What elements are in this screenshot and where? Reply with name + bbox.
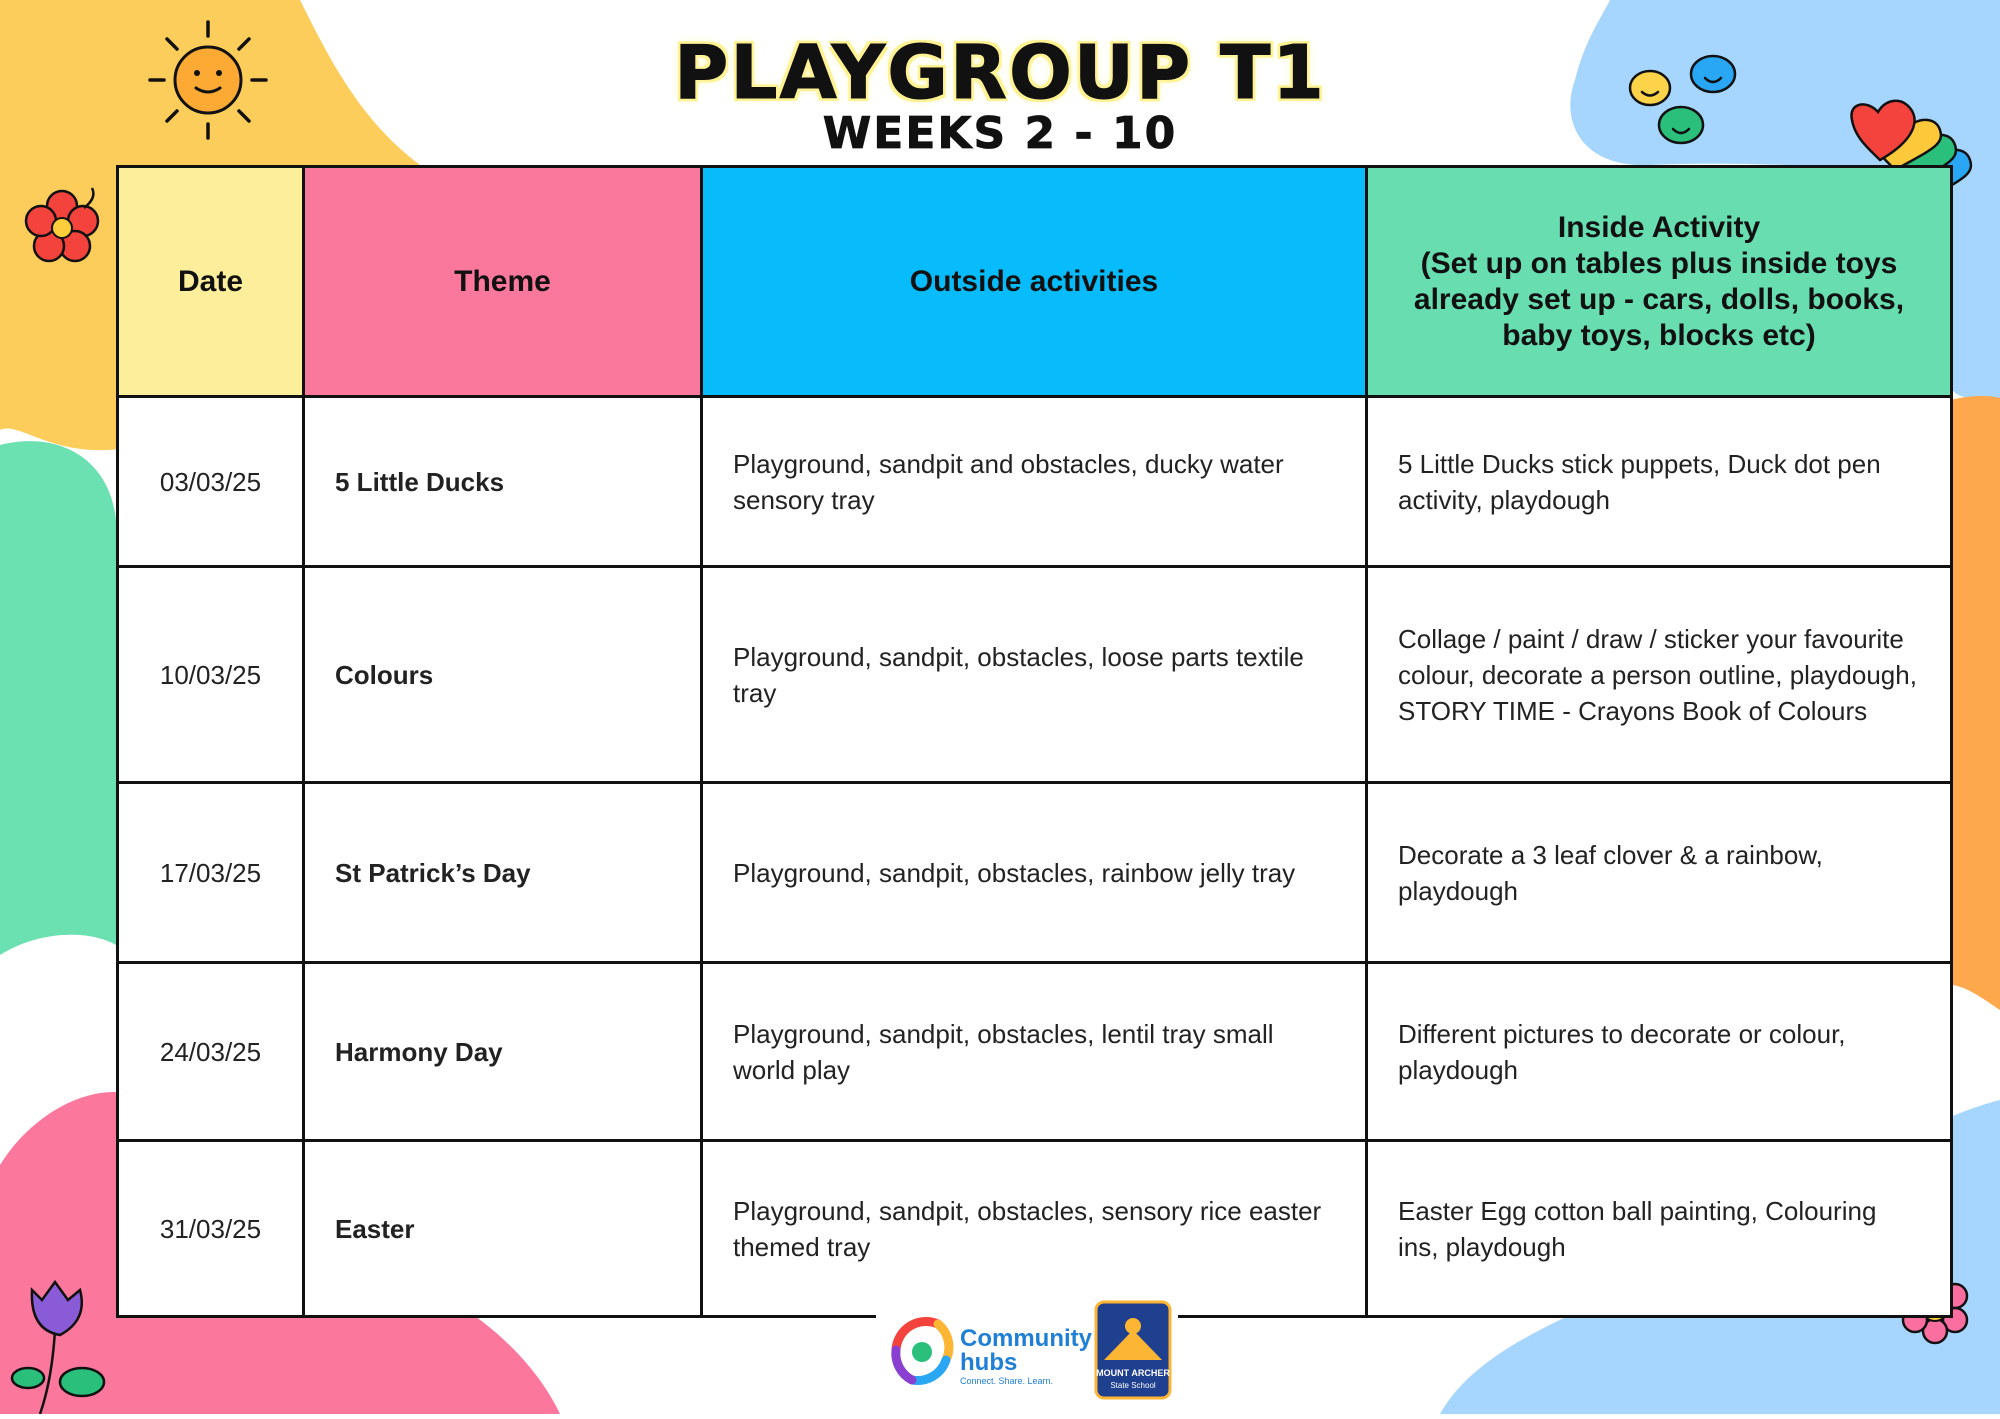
row-theme: St Patrick’s Day (304, 783, 702, 963)
header-theme: Theme (304, 167, 702, 397)
school-name-text: MOUNT ARCHER (1096, 1368, 1170, 1378)
header-date: Date (118, 167, 304, 397)
header-inside: Inside Activity (Set up on tables plus inside toys already set up - cars, dolls, books, baby toys, blocks etc) (1367, 167, 1952, 397)
page-title: PLAYGROUP T1 (674, 30, 1326, 116)
schedule-table (116, 165, 1953, 1318)
row-date: 10/03/25 (118, 567, 304, 783)
community-hubs-logo (876, 1290, 1178, 1414)
header-outside: Outside activities (702, 167, 1367, 397)
row-date: 03/03/25 (118, 397, 304, 567)
row-theme: Harmony Day (304, 963, 702, 1141)
footer-logos (876, 1290, 1178, 1414)
row-date: 24/03/25 (118, 963, 304, 1141)
table-row (118, 567, 1952, 783)
green-blob (0, 441, 116, 955)
row-inside: Collage / paint / draw / sticker your favourite colour, decorate a person outline, playdough, STORY TIME - Crayons Book of Colours (1367, 567, 1952, 783)
row-outside: Playground, sandpit, obstacles, loose parts textile tray (702, 567, 1367, 783)
row-outside: Playground, sandpit, obstacles, sensory rice easter themed tray (702, 1141, 1367, 1317)
row-inside: Easter Egg cotton ball painting, Colouring ins, playdough (1367, 1141, 1952, 1317)
table-row (118, 963, 1952, 1141)
row-outside: Playground, sandpit, obstacles, lentil tray small world play (702, 963, 1367, 1141)
row-inside: 5 Little Ducks stick puppets, Duck dot pen activity, playdough (1367, 397, 1952, 567)
row-theme: Colours (304, 567, 702, 783)
hubs-text: hubs (960, 1349, 1018, 1376)
row-inside: Decorate a 3 leaf clover & a rainbow, playdough (1367, 783, 1952, 963)
table-row (118, 783, 1952, 963)
community-text: Community (960, 1325, 1092, 1352)
tagline-text: Connect. Share. Learn. (960, 1376, 1054, 1386)
orange-blob (1950, 396, 2000, 1010)
community-hubs-mark-icon (896, 1321, 949, 1380)
row-outside: Playground, sandpit and obstacles, ducky water sensory tray (702, 397, 1367, 567)
row-theme: 5 Little Ducks (304, 397, 702, 567)
table-row (118, 397, 1952, 567)
row-date: 17/03/25 (118, 783, 304, 963)
header-row (118, 167, 1952, 397)
row-inside: Different pictures to decorate or colour, playdough (1367, 963, 1952, 1141)
row-date: 31/03/25 (118, 1141, 304, 1317)
school-subtitle-text: State School (1110, 1381, 1156, 1390)
page-subtitle: WEEKS 2 - 10 (822, 108, 1178, 159)
row-theme: Easter (304, 1141, 702, 1317)
row-outside: Playground, sandpit, obstacles, rainbow jelly tray (702, 783, 1367, 963)
